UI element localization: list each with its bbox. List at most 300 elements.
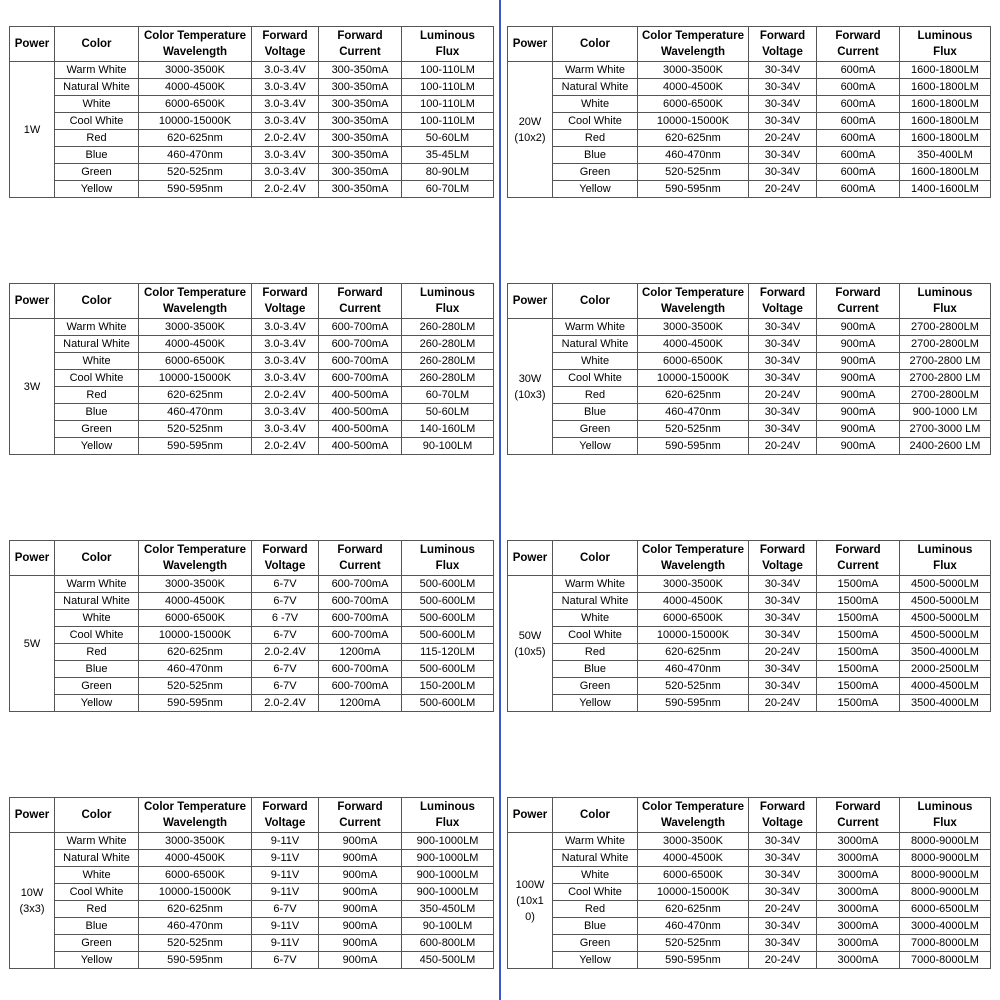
cell-temp: 3000-3500K <box>139 833 252 850</box>
cell-voltage: 20-24V <box>749 181 817 198</box>
table-row <box>508 164 991 181</box>
cell-color: Natural White <box>55 850 139 867</box>
cell-temp: 520-525nm <box>638 421 749 438</box>
cell-current: 1500mA <box>817 644 900 661</box>
cell-temp: 4000-4500K <box>139 79 252 96</box>
header-temperature: Color Temperature Wavelength <box>638 541 749 576</box>
cell-temp: 590-595nm <box>638 181 749 198</box>
cell-color: Blue <box>553 404 638 421</box>
cell-flux: 8000-9000LM <box>900 884 991 901</box>
cell-voltage: 3.0-3.4V <box>252 421 319 438</box>
cell-temp: 3000-3500K <box>139 62 252 79</box>
cell-flux: 3500-4000LM <box>900 695 991 712</box>
cell-flux: 1600-1800LM <box>900 130 991 147</box>
table-row <box>10 181 494 198</box>
cell-temp: 10000-15000K <box>139 627 252 644</box>
table-row <box>508 952 991 969</box>
table-row <box>508 404 991 421</box>
header-row <box>508 27 991 62</box>
cell-flux: 7000-8000LM <box>900 952 991 969</box>
cell-flux: 80-90LM <box>402 164 494 181</box>
power-cell: 20W (10x2) <box>508 62 553 198</box>
cell-temp: 3000-3500K <box>139 319 252 336</box>
cell-flux: 3500-4000LM <box>900 644 991 661</box>
cell-color: Cool White <box>55 370 139 387</box>
cell-current: 900mA <box>319 884 402 901</box>
header-color: Color <box>553 27 638 62</box>
cell-voltage: 6-7V <box>252 952 319 969</box>
table-row <box>508 421 991 438</box>
header-current: Forward Current <box>817 798 900 833</box>
cell-current: 600-700mA <box>319 576 402 593</box>
cell-color: White <box>55 353 139 370</box>
cell-color: Green <box>553 678 638 695</box>
cell-temp: 590-595nm <box>139 438 252 455</box>
table-row <box>508 96 991 113</box>
cell-current: 3000mA <box>817 833 900 850</box>
table-row <box>508 610 991 627</box>
table-row <box>10 850 494 867</box>
table-row <box>10 96 494 113</box>
header-current: Forward Current <box>817 284 900 319</box>
cell-current: 3000mA <box>817 935 900 952</box>
cell-voltage: 9-11V <box>252 884 319 901</box>
table-row <box>508 438 991 455</box>
table-row <box>508 644 991 661</box>
cell-voltage: 30-34V <box>749 593 817 610</box>
table-row <box>10 130 494 147</box>
spec-table <box>9 540 494 712</box>
cell-voltage: 6 -7V <box>252 610 319 627</box>
cell-temp: 460-470nm <box>638 147 749 164</box>
table-row <box>508 181 991 198</box>
cell-temp: 620-625nm <box>139 387 252 404</box>
cell-voltage: 20-24V <box>749 130 817 147</box>
header-current: Forward Current <box>319 27 402 62</box>
header-color: Color <box>55 27 139 62</box>
header-temperature: Color Temperature Wavelength <box>139 541 252 576</box>
cell-voltage: 2.0-2.4V <box>252 644 319 661</box>
cell-current: 1500mA <box>817 593 900 610</box>
cell-temp: 460-470nm <box>139 147 252 164</box>
table-row <box>508 884 991 901</box>
cell-temp: 3000-3500K <box>638 576 749 593</box>
cell-flux: 100-110LM <box>402 96 494 113</box>
cell-color: Yellow <box>553 181 638 198</box>
cell-color: Warm White <box>553 62 638 79</box>
cell-color: Natural White <box>553 850 638 867</box>
table-row <box>10 336 494 353</box>
cell-color: Red <box>553 644 638 661</box>
cell-current: 900mA <box>817 438 900 455</box>
cell-flux: 4500-5000LM <box>900 610 991 627</box>
table-row <box>10 695 494 712</box>
cell-flux: 1400-1600LM <box>900 181 991 198</box>
cell-temp: 3000-3500K <box>638 62 749 79</box>
cell-voltage: 9-11V <box>252 833 319 850</box>
cell-flux: 260-280LM <box>402 336 494 353</box>
cell-temp: 520-525nm <box>139 421 252 438</box>
table-row <box>10 421 494 438</box>
cell-current: 900mA <box>817 370 900 387</box>
cell-current: 900mA <box>817 387 900 404</box>
spec-table <box>9 283 494 455</box>
cell-flux: 1600-1800LM <box>900 164 991 181</box>
cell-voltage: 30-34V <box>749 627 817 644</box>
cell-temp: 590-595nm <box>638 952 749 969</box>
cell-flux: 2700-2800LM <box>900 387 991 404</box>
cell-flux: 4500-5000LM <box>900 627 991 644</box>
header-power: Power <box>10 541 55 576</box>
cell-flux: 260-280LM <box>402 370 494 387</box>
cell-flux: 4500-5000LM <box>900 576 991 593</box>
table-row <box>10 627 494 644</box>
cell-voltage: 30-34V <box>749 319 817 336</box>
cell-voltage: 20-24V <box>749 644 817 661</box>
cell-current: 600mA <box>817 164 900 181</box>
cell-color: Yellow <box>55 181 139 198</box>
cell-temp: 4000-4500K <box>638 336 749 353</box>
cell-current: 1500mA <box>817 661 900 678</box>
cell-current: 900mA <box>817 404 900 421</box>
cell-current: 400-500mA <box>319 387 402 404</box>
table-row <box>508 353 991 370</box>
cell-color: Yellow <box>55 952 139 969</box>
cell-temp: 590-595nm <box>139 695 252 712</box>
cell-color: Green <box>553 935 638 952</box>
header-power: Power <box>10 27 55 62</box>
header-temperature: Color Temperature Wavelength <box>638 798 749 833</box>
cell-current: 600mA <box>817 113 900 130</box>
cell-color: Yellow <box>55 695 139 712</box>
header-temperature: Color Temperature Wavelength <box>139 798 252 833</box>
cell-color: White <box>55 610 139 627</box>
cell-color: Green <box>55 935 139 952</box>
cell-temp: 6000-6500K <box>139 353 252 370</box>
cell-color: Red <box>553 387 638 404</box>
header-flux: Luminous Flux <box>900 798 991 833</box>
table-row <box>10 901 494 918</box>
cell-temp: 620-625nm <box>139 644 252 661</box>
spec-table <box>507 26 991 198</box>
cell-voltage: 2.0-2.4V <box>252 181 319 198</box>
cell-current: 600-700mA <box>319 627 402 644</box>
cell-temp: 10000-15000K <box>638 627 749 644</box>
header-temperature: Color Temperature Wavelength <box>638 284 749 319</box>
header-temperature: Color Temperature Wavelength <box>638 27 749 62</box>
cell-color: Red <box>55 644 139 661</box>
cell-color: Natural White <box>553 593 638 610</box>
cell-temp: 590-595nm <box>638 438 749 455</box>
cell-flux: 500-600LM <box>402 695 494 712</box>
cell-current: 1200mA <box>319 695 402 712</box>
table-row <box>508 62 991 79</box>
cell-current: 300-350mA <box>319 79 402 96</box>
cell-flux: 1600-1800LM <box>900 79 991 96</box>
cell-temp: 6000-6500K <box>638 96 749 113</box>
header-voltage: Forward Voltage <box>749 27 817 62</box>
header-color: Color <box>553 284 638 319</box>
cell-temp: 620-625nm <box>638 644 749 661</box>
header-flux: Luminous Flux <box>900 27 991 62</box>
cell-voltage: 3.0-3.4V <box>252 353 319 370</box>
cell-temp: 460-470nm <box>139 661 252 678</box>
table-row <box>508 627 991 644</box>
cell-voltage: 30-34V <box>749 610 817 627</box>
header-voltage: Forward Voltage <box>749 541 817 576</box>
cell-temp: 520-525nm <box>139 935 252 952</box>
cell-current: 600-700mA <box>319 678 402 695</box>
cell-current: 3000mA <box>817 884 900 901</box>
table-row <box>10 319 494 336</box>
cell-temp: 520-525nm <box>638 164 749 181</box>
cell-flux: 90-100LM <box>402 918 494 935</box>
cell-voltage: 30-34V <box>749 79 817 96</box>
cell-temp: 460-470nm <box>139 404 252 421</box>
cell-voltage: 6-7V <box>252 678 319 695</box>
cell-flux: 600-800LM <box>402 935 494 952</box>
cell-color: Yellow <box>553 695 638 712</box>
header-color: Color <box>55 541 139 576</box>
cell-current: 300-350mA <box>319 181 402 198</box>
header-voltage: Forward Voltage <box>749 798 817 833</box>
cell-voltage: 30-34V <box>749 661 817 678</box>
cell-flux: 500-600LM <box>402 661 494 678</box>
cell-current: 400-500mA <box>319 404 402 421</box>
cell-flux: 500-600LM <box>402 576 494 593</box>
table-row <box>10 952 494 969</box>
cell-color: Warm White <box>553 576 638 593</box>
table-row <box>508 113 991 130</box>
cell-flux: 35-45LM <box>402 147 494 164</box>
cell-color: Natural White <box>55 336 139 353</box>
table-row <box>10 833 494 850</box>
power-cell: 1W <box>10 62 55 198</box>
cell-temp: 10000-15000K <box>139 370 252 387</box>
power-cell: 30W (10x3) <box>508 319 553 455</box>
header-voltage: Forward Voltage <box>252 541 319 576</box>
cell-current: 600-700mA <box>319 353 402 370</box>
cell-flux: 2700-3000 LM <box>900 421 991 438</box>
cell-color: Yellow <box>553 438 638 455</box>
cell-color: White <box>55 867 139 884</box>
table-row <box>508 833 991 850</box>
cell-voltage: 30-34V <box>749 884 817 901</box>
cell-flux: 900-1000LM <box>402 867 494 884</box>
cell-color: Green <box>55 678 139 695</box>
cell-voltage: 6-7V <box>252 627 319 644</box>
power-cell: 100W (10x1 0) <box>508 833 553 969</box>
cell-voltage: 3.0-3.4V <box>252 404 319 421</box>
table-row <box>508 901 991 918</box>
cell-color: Warm White <box>55 319 139 336</box>
header-voltage: Forward Voltage <box>252 27 319 62</box>
cell-current: 3000mA <box>817 901 900 918</box>
spec-table <box>507 797 991 969</box>
cell-voltage: 6-7V <box>252 901 319 918</box>
table-row <box>10 62 494 79</box>
cell-temp: 6000-6500K <box>638 610 749 627</box>
header-row <box>10 798 494 833</box>
cell-voltage: 30-34V <box>749 404 817 421</box>
power-cell: 10W (3x3) <box>10 833 55 969</box>
cell-temp: 620-625nm <box>139 130 252 147</box>
header-current: Forward Current <box>319 541 402 576</box>
cell-flux: 1600-1800LM <box>900 96 991 113</box>
table-row <box>10 576 494 593</box>
cell-color: Cool White <box>55 884 139 901</box>
cell-flux: 100-110LM <box>402 113 494 130</box>
spec-table <box>9 26 494 198</box>
cell-color: Natural White <box>55 593 139 610</box>
cell-flux: 60-70LM <box>402 181 494 198</box>
cell-current: 900mA <box>817 421 900 438</box>
cell-temp: 590-595nm <box>139 952 252 969</box>
cell-color: Warm White <box>55 833 139 850</box>
cell-voltage: 2.0-2.4V <box>252 438 319 455</box>
cell-flux: 100-110LM <box>402 79 494 96</box>
cell-current: 1500mA <box>817 678 900 695</box>
table-row <box>508 850 991 867</box>
header-power: Power <box>10 284 55 319</box>
cell-color: Red <box>55 130 139 147</box>
cell-flux: 3000-4000LM <box>900 918 991 935</box>
cell-flux: 1600-1800LM <box>900 113 991 130</box>
cell-voltage: 30-34V <box>749 147 817 164</box>
cell-color: Cool White <box>55 113 139 130</box>
cell-flux: 260-280LM <box>402 353 494 370</box>
table-row <box>10 147 494 164</box>
cell-temp: 620-625nm <box>638 901 749 918</box>
cell-color: Red <box>553 901 638 918</box>
cell-temp: 6000-6500K <box>139 96 252 113</box>
cell-flux: 150-200LM <box>402 678 494 695</box>
cell-flux: 50-60LM <box>402 130 494 147</box>
table-row <box>10 661 494 678</box>
power-cell: 5W <box>10 576 55 712</box>
header-color: Color <box>553 541 638 576</box>
cell-temp: 3000-3500K <box>638 319 749 336</box>
cell-temp: 4000-4500K <box>638 850 749 867</box>
cell-voltage: 6-7V <box>252 593 319 610</box>
table-row <box>10 404 494 421</box>
cell-color: Red <box>55 387 139 404</box>
cell-current: 3000mA <box>817 952 900 969</box>
table-row <box>10 113 494 130</box>
cell-color: Warm White <box>55 62 139 79</box>
header-flux: Luminous Flux <box>402 284 494 319</box>
cell-color: Warm White <box>55 576 139 593</box>
cell-current: 900mA <box>319 952 402 969</box>
cell-current: 300-350mA <box>319 96 402 113</box>
cell-flux: 4000-4500LM <box>900 678 991 695</box>
cell-current: 600mA <box>817 62 900 79</box>
cell-current: 1500mA <box>817 610 900 627</box>
cell-flux: 350-450LM <box>402 901 494 918</box>
table-row <box>508 593 991 610</box>
cell-current: 600mA <box>817 181 900 198</box>
cell-current: 600mA <box>817 147 900 164</box>
cell-current: 300-350mA <box>319 147 402 164</box>
cell-color: White <box>553 96 638 113</box>
cell-color: Yellow <box>55 438 139 455</box>
cell-color: Warm White <box>553 833 638 850</box>
cell-current: 600mA <box>817 96 900 113</box>
cell-voltage: 2.0-2.4V <box>252 695 319 712</box>
cell-current: 900mA <box>817 353 900 370</box>
table-row <box>508 370 991 387</box>
cell-current: 900mA <box>319 833 402 850</box>
cell-current: 900mA <box>319 867 402 884</box>
table-row <box>10 438 494 455</box>
cell-flux: 100-110LM <box>402 62 494 79</box>
header-row <box>10 541 494 576</box>
cell-flux: 2700-2800LM <box>900 319 991 336</box>
cell-voltage: 20-24V <box>749 695 817 712</box>
header-flux: Luminous Flux <box>402 798 494 833</box>
cell-current: 600-700mA <box>319 661 402 678</box>
header-voltage: Forward Voltage <box>252 284 319 319</box>
cell-voltage: 30-34V <box>749 421 817 438</box>
cell-temp: 4000-4500K <box>139 593 252 610</box>
cell-voltage: 30-34V <box>749 113 817 130</box>
table-row <box>10 918 494 935</box>
cell-flux: 500-600LM <box>402 610 494 627</box>
table-row <box>508 661 991 678</box>
cell-voltage: 3.0-3.4V <box>252 164 319 181</box>
cell-flux: 1600-1800LM <box>900 62 991 79</box>
cell-color: Blue <box>553 918 638 935</box>
cell-color: Cool White <box>553 370 638 387</box>
cell-current: 600mA <box>817 79 900 96</box>
cell-temp: 590-595nm <box>139 181 252 198</box>
table-row <box>10 164 494 181</box>
cell-temp: 4000-4500K <box>139 850 252 867</box>
header-current: Forward Current <box>817 27 900 62</box>
cell-temp: 10000-15000K <box>139 884 252 901</box>
cell-flux: 900-1000LM <box>402 850 494 867</box>
header-voltage: Forward Voltage <box>252 798 319 833</box>
cell-voltage: 20-24V <box>749 387 817 404</box>
cell-voltage: 30-34V <box>749 576 817 593</box>
cell-current: 900mA <box>319 918 402 935</box>
cell-color: Natural White <box>553 79 638 96</box>
cell-flux: 2700-2800LM <box>900 336 991 353</box>
header-current: Forward Current <box>319 798 402 833</box>
cell-temp: 3000-3500K <box>638 833 749 850</box>
cell-temp: 620-625nm <box>638 130 749 147</box>
cell-temp: 4000-4500K <box>139 336 252 353</box>
header-flux: Luminous Flux <box>402 541 494 576</box>
table-row <box>508 79 991 96</box>
table-row <box>508 918 991 935</box>
cell-current: 400-500mA <box>319 421 402 438</box>
table-row <box>508 678 991 695</box>
cell-flux: 2700-2800 LM <box>900 370 991 387</box>
cell-temp: 6000-6500K <box>139 610 252 627</box>
cell-voltage: 20-24V <box>749 952 817 969</box>
cell-voltage: 30-34V <box>749 370 817 387</box>
cell-color: Blue <box>55 661 139 678</box>
cell-temp: 460-470nm <box>638 661 749 678</box>
header-row <box>508 541 991 576</box>
cell-current: 600-700mA <box>319 336 402 353</box>
table-row <box>10 593 494 610</box>
cell-color: Cool White <box>55 627 139 644</box>
cell-current: 1500mA <box>817 576 900 593</box>
cell-current: 900mA <box>319 935 402 952</box>
cell-flux: 900-1000LM <box>402 833 494 850</box>
